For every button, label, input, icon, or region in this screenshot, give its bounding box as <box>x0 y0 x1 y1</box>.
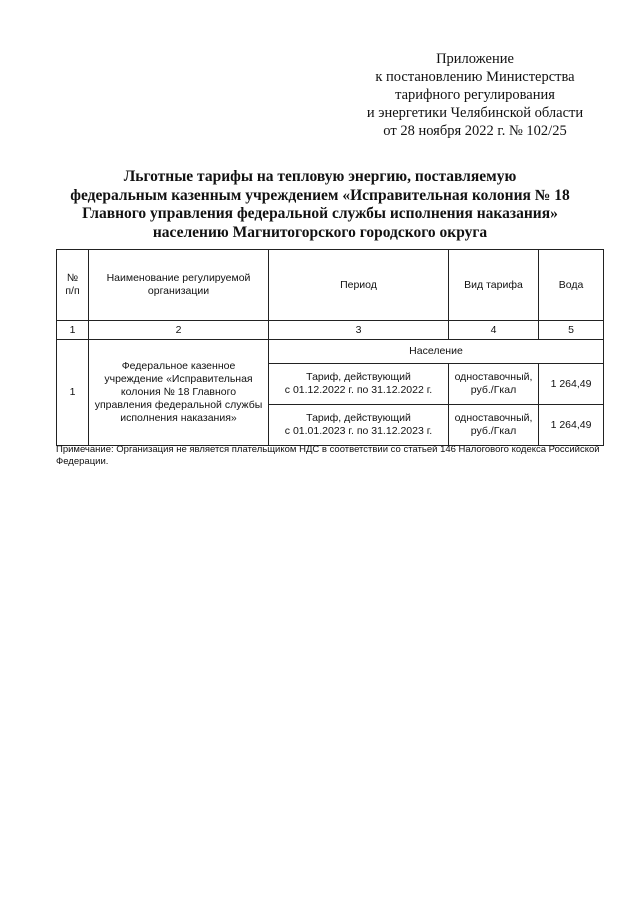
period-line: с 01.01.2023 г. по 31.12.2023 г. <box>284 425 433 437</box>
organization-name: Федеральное казенное учреждение «Исправительная колония № 18 Главного управления федеральной службы исполнения наказания» <box>89 340 269 446</box>
header-org: Наименование регулируемой организации <box>89 250 269 321</box>
period-cell <box>269 405 449 446</box>
period-line: Тариф, действующий <box>306 412 411 424</box>
column-number: 1 <box>57 321 89 340</box>
column-number: 4 <box>449 321 539 340</box>
header-period: Период <box>269 250 449 321</box>
tariff-type-line: одноставочный, <box>454 371 533 383</box>
group-label: Население <box>269 340 604 364</box>
period-cell <box>269 364 449 405</box>
appendix-block <box>330 50 620 140</box>
column-number: 3 <box>269 321 449 340</box>
appendix-line: тарифного регулирования <box>395 87 555 103</box>
tariff-type-cell <box>449 405 539 446</box>
tariff-type-cell <box>449 364 539 405</box>
column-number: 2 <box>89 321 269 340</box>
appendix-line: Приложение <box>436 51 514 67</box>
header-num-line: № <box>66 272 79 284</box>
header-num <box>57 250 89 321</box>
title-line: Льготные тарифы на тепловую энергию, поставляемую <box>123 168 517 185</box>
header-tariff-type: Вид тарифа <box>449 250 539 321</box>
title-line: федеральным казенным учреждением «Исправительная колония № 18 <box>70 186 570 204</box>
water-value: 1 264,49 <box>539 364 604 405</box>
water-value: 1 264,49 <box>539 405 604 446</box>
title-line: Главного управления федеральной службы исполнения наказания» <box>82 205 558 222</box>
column-number-row <box>57 321 604 340</box>
document-title <box>40 168 600 242</box>
header-num-line: п/п <box>65 285 80 297</box>
tariff-table <box>56 249 604 446</box>
tariff-type-line: руб./Гкал <box>470 425 517 437</box>
column-number: 5 <box>539 321 604 340</box>
header-water: Вода <box>539 250 604 321</box>
period-line: Тариф, действующий <box>306 371 411 383</box>
tariff-type-line: руб./Гкал <box>470 384 517 396</box>
tariff-type-line: одноставочный, <box>454 412 533 424</box>
row-number: 1 <box>57 340 89 446</box>
table-row <box>57 340 604 364</box>
table-header-row <box>57 250 604 321</box>
appendix-line: к постановлению Министерства <box>375 69 575 85</box>
footnote: Примечание: Организация не является плательщиком НДС в соответствии со статьей 146 Налогового кодекса Российской Федерации. <box>56 444 600 467</box>
period-line: с 01.12.2022 г. по 31.12.2022 г. <box>284 384 433 396</box>
appendix-line: от 28 ноября 2022 г. № 102/25 <box>383 123 567 139</box>
appendix-line: и энергетики Челябинской области <box>366 105 584 121</box>
title-line: населению Магнитогорского городского округа <box>152 223 488 241</box>
